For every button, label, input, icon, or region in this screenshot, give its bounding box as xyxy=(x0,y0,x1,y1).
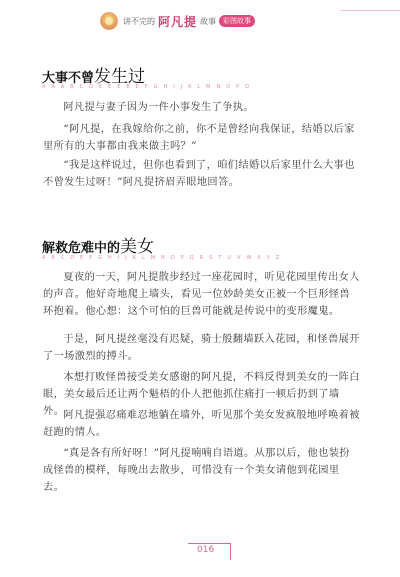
paragraph: 阿凡提与妻子因为一件小事发生了争执。 xyxy=(63,102,254,113)
paragraph: “我是这样说过，但你也看到了，咱们结婚以后家里什么大事也不曾发生过呀！”阿凡提挤眉弄眼地回答。 xyxy=(43,160,355,188)
paragraph: 本想打败怪兽接受美女感谢的阿凡提，不料反得到美女的一阵白眼，美女最后还让两个魁梧的仆人把他抓住痛打一顿后扔到了墙外。 xyxy=(43,372,360,417)
section-title-1-tail: 发生过 xyxy=(94,67,146,87)
paragraph: 于是，阿凡提丝毫没有迟疑，骑士般翻墙跃入花园，和怪兽展开了一场激烈的搏斗。 xyxy=(43,334,360,362)
decorative-letters-2: A B C D E F G H I J K L M N O P Q R S T U V W X Y Z xyxy=(42,255,282,261)
page-number: 016 xyxy=(197,545,215,555)
running-header xyxy=(100,12,255,30)
decorative-letters-1: A A A B C D E E E E E F G H I J K L M N O P Q xyxy=(42,84,252,90)
section-title-2-tail: 美女 xyxy=(120,237,155,257)
paragraph: “真是各有所好呀！”阿凡提喃喃自语道。从那以后，他也装扮成怪兽的模样，每晚出去散步，可惜没有一个美女请他到花园里去。 xyxy=(43,448,350,493)
section-title-1-lead: 大事不曾 xyxy=(42,71,95,86)
header-suffix: 故事 xyxy=(200,16,217,26)
paragraph: 夏夜的一天，阿凡提散步经过一座花园时，听见花园里传出女人的声音。他好奇地爬上墙头，看见一位妙龄美女正被一个巨形怪兽环抱着。他心想：这个可怕的巨兽可能就是传说中的变形魔鬼。 xyxy=(43,272,360,317)
paragraph: 阿凡提强忍痛难忍地躺在墙外，听见那个美女发疯般地呼唤着被赶跑的情人。 xyxy=(43,410,360,438)
section-title-2-lead: 解救危难中的 xyxy=(42,241,121,256)
section-title-2 xyxy=(42,232,154,257)
header-prefix: 讲不完的 xyxy=(123,16,155,26)
paragraph: “阿凡提，在我嫁给你之前，你不是曾经向我保证，结婚以后家里所有的大事都由我来做主吗？” xyxy=(43,124,355,152)
page-footer xyxy=(0,533,400,563)
top-decoration xyxy=(340,0,400,11)
header-badge: 彩图故事 xyxy=(219,15,255,27)
smile-emblem-icon xyxy=(100,12,118,30)
header-title: 阿凡提 xyxy=(158,14,198,29)
